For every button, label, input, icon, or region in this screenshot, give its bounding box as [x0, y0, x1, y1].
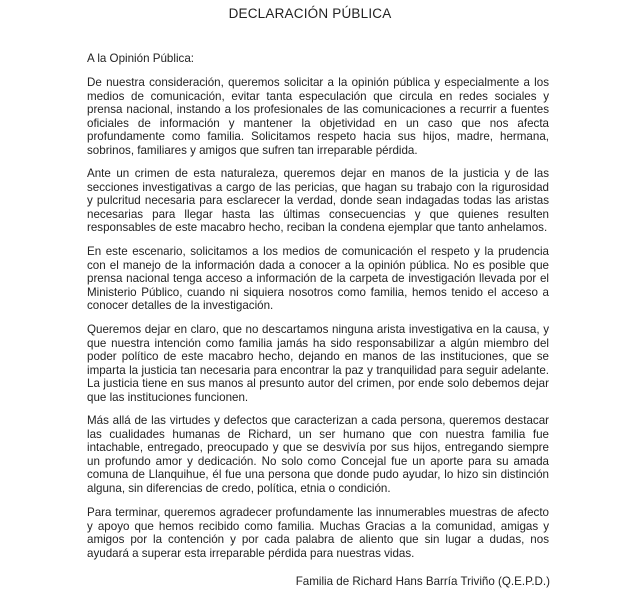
paragraph-1: De nuestra consideración, queremos solicitar a la opinión pública y especialmente a los medios de comunicación, evitar tanta especulación que circula en redes sociales y prensa nacional, instando a los profesionales de las comunicaciones a recurrir a fuentes oficiales de información y mantener la objetividad en un caso que nos afecta profundamente como familia. Solicitamos respeto hacia sus hijos, madre, hermana, sobrinos, familiares y amigos que sufren tan irreparable pérdida. [87, 76, 549, 157]
signature: Familia de Richard Hans Barría Triviño (Q.E.P.D.) [295, 575, 550, 588]
paragraph-4: Queremos dejar en claro, que no descartamos ninguna arista investigativa en la causa, y que nuestra intención como familia jamás ha sido responsabilizar a algún miembro del poder político de este macabro hecho, dejando en manos de las instituciones, que se imparta la justicia tan necesaria para encontrar la paz y tranquilidad para seguir adelante. La justicia tiene en sus manos al presunto autor del crimen, por ende solo debemos dejar que las instituciones funcionen. [87, 323, 549, 404]
salutation: A la Opinión Pública: [87, 52, 194, 65]
paragraph-5: Más allá de las virtudes y defectos que caracterizan a cada persona, queremos destacar las cualidades humanas de Richard, un ser humano que con nuestra familia fue intachable, entregado, preocupado y que se desvivía por sus hijos, entregando siempre un profundo amor y dedicación. No solo como Concejal fue un aporte para su amada comuna de Llanquihue, él fue una persona que donde pudo ayudar, lo hizo sin distinción alguna, sin diferencias de credo, política, etnia o condición. [87, 414, 549, 495]
paragraph-6: Para terminar, queremos agradecer profundamente las innumerables muestras de afecto y apoyo que hemos recibido como familia. Muchas Gracias a la comunidad, amigas y amigos por la contención y por cada palabra de aliento que sin lugar a dudas, nos ayudará a superar esta irreparable pérdida para nuestras vidas. [87, 506, 549, 560]
document-title: DECLARACIÓN PÚBLICA [228, 6, 392, 21]
paragraph-3: En este escenario, solicitamos a los medios de comunicación el respeto y la prudencia con el manejo de la información dada a conocer a la opinión pública. No es posible que prensa nacional tenga acceso a información de la carpeta de investigación llevada por el Ministerio Público, cuando ni siquiera nosotros como familia, hemos tenido el acceso a conocer detalles de la investigación. [87, 245, 549, 313]
paragraph-2: Ante un crimen de esta naturaleza, queremos dejar en manos de la justicia y de las secciones investigativas a cargo de las pericias, que hagan su trabajo con la rigurosidad y pulcritud necesaria para esclarecer la verdad, donde sean indagadas todas las aristas necesarias para llegar hasta las últimas consecuencias y que quienes resulten responsables de este macabro hecho, reciban la condena ejemplar que tanto anhelamos. [87, 167, 549, 235]
